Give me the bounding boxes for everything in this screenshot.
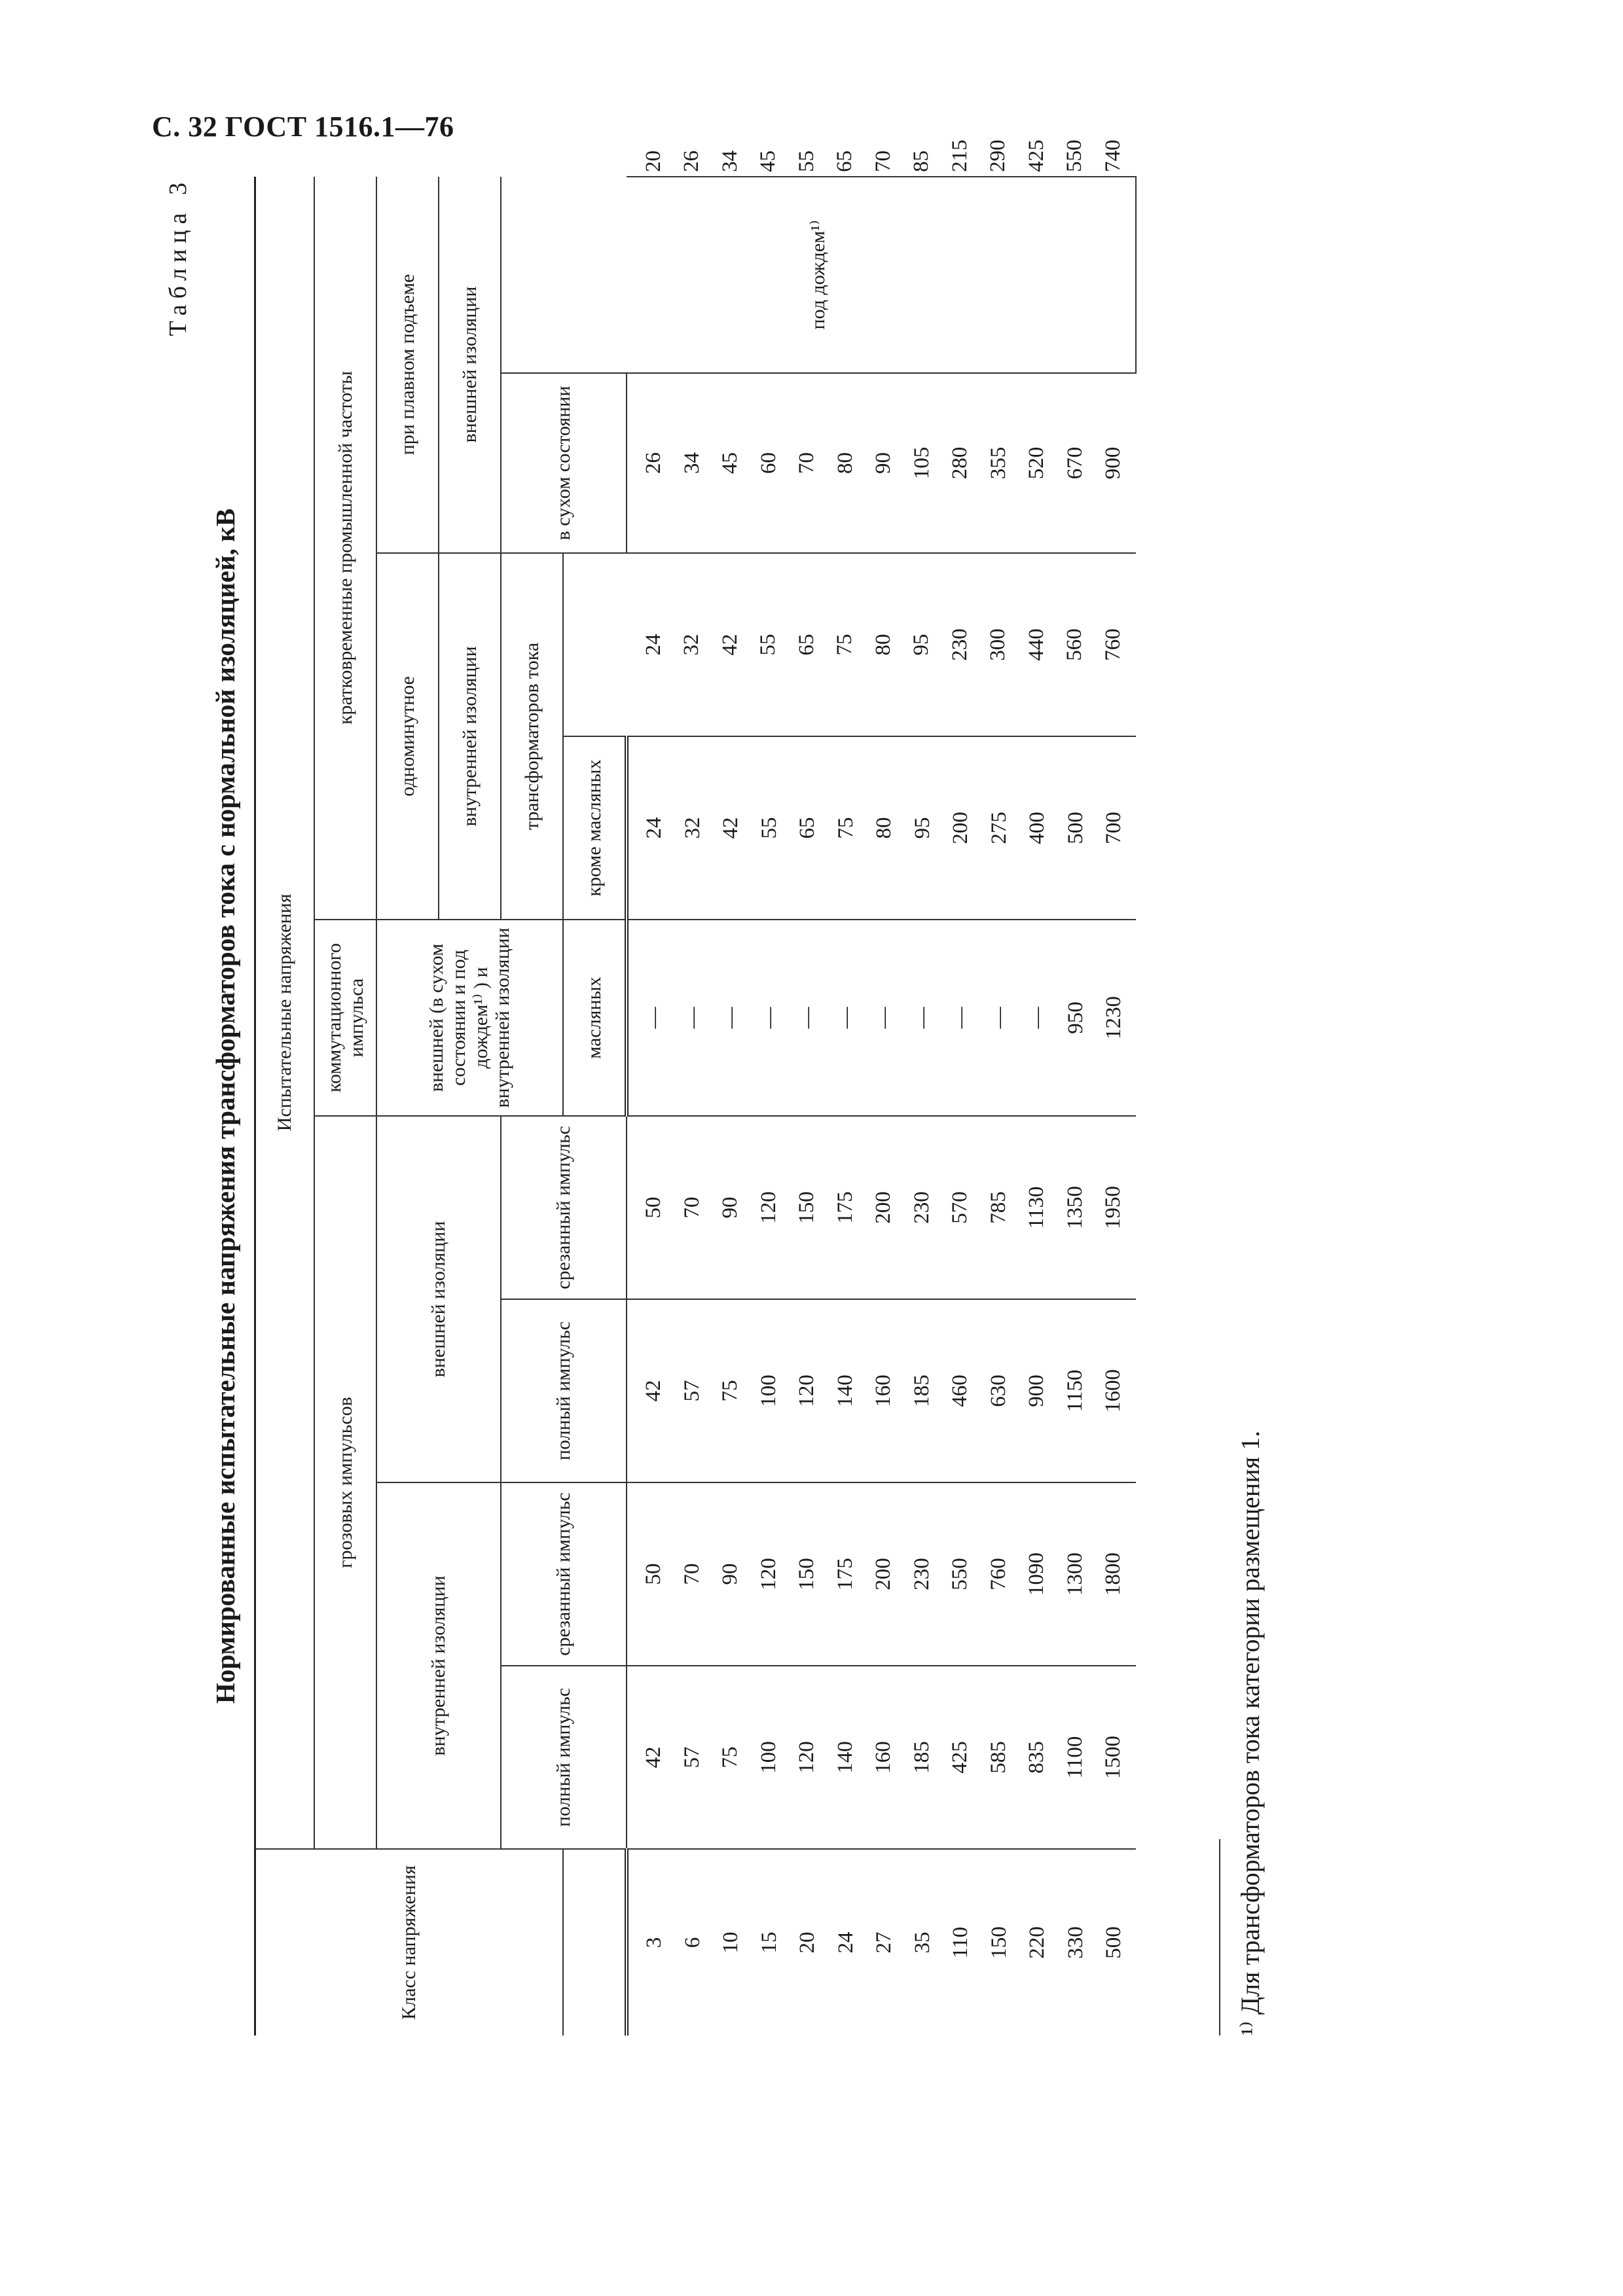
cell-int-chop: 50 (642, 1563, 665, 1585)
cell-nonoil: 95 (909, 634, 933, 656)
cell-ext-full: 140 (833, 1374, 857, 1407)
cell-nonoil: 230 (947, 628, 972, 661)
cell-dry: 280 (948, 446, 972, 480)
cell-int-full: 425 (948, 1741, 972, 1774)
header-except-oil: кроме масляных (563, 736, 627, 920)
cell-ext-full: 1150 (1063, 1369, 1087, 1412)
cell-int-chop: 90 (718, 1563, 742, 1585)
cell-nonoil: 300 (986, 628, 1010, 661)
cell-ext-full: 900 (1025, 1374, 1048, 1407)
header-ext-chopped-impulse: срезанный импульс (501, 1116, 627, 1299)
cell-nonoil: 75 (833, 634, 856, 656)
cell-ext-full: 120 (795, 1374, 818, 1407)
cell-nonoil: 760 (1101, 628, 1125, 661)
cell-ext-full: 185 (909, 1374, 934, 1407)
cell-class: 150 (987, 1926, 1011, 1959)
cell-int-full: 1500 (1101, 1736, 1125, 1779)
cell-oil: 65 (795, 817, 819, 839)
test-voltage-table: Класс напряжения Испытательные напряжения грозовых импульсов коммутационного импульса кратковременные промышленной частоты внутренней изоляции внешней изоляции внешней (в сухом состоянии и под дождем¹⁾ ) и внутренней изоляции одноминутное при плавном подъеме внутренней изоляции внешней изоляции полный импульс срезанный импульс полный импульс срезанный импульс трансформаторов тока в сухом состоянии под дождем¹⁾ масляных кроме масляных 3 6 10 15 20 24 27 35 110 150 220 330 500 42 57 75 100 120 140 160 185 425 585 835 1100 1500 50 70 90 120 150 175 200 230 550 760 1090 1300 1800 42 57 75 100 120 140 160 185 460 630 900 1150 1600 50 70 90 120 150 175 200 230 570 785 1130 1350 1950 — — — — — — — — — — — 950 1230 24 32 42 55 65 75 80 95 200 275 400 500 700 24 32 42 55 65 75 80 95 230 300 440 560 760 26 34 45 60 70 80 90 105 280 355 520 670 900 20 26 34 45 55 65 70 85 215 290 425 550 740 (254, 177, 1137, 2036)
cell-class: 20 (795, 1931, 819, 1954)
cell-ext-chop: 1350 (1063, 1186, 1087, 1229)
footnote-rule (1219, 1839, 1220, 2036)
cell-dry: 520 (1025, 446, 1048, 480)
header-test-voltages: Испытательные напряжения (255, 177, 315, 1849)
cell-switch: — (719, 1007, 742, 1029)
header-smooth-rise: при плавном подъеме (376, 177, 439, 553)
cell-class: 110 (949, 1926, 972, 1959)
cell-switch: — (949, 1007, 972, 1029)
header-voltage-class: Класс напряжения (255, 1849, 564, 2036)
cell-nonoil: 65 (794, 634, 818, 656)
cell-switch: — (910, 1007, 934, 1029)
cell-int-full: 160 (871, 1741, 895, 1774)
cell-ext-full: 1600 (1101, 1369, 1125, 1412)
cell-dry: 900 (1101, 446, 1125, 480)
header-switching: коммутационного импульса (314, 920, 376, 1116)
cell-nonoil: 32 (680, 634, 703, 656)
cell-class: 220 (1025, 1926, 1049, 1959)
cell-int-full: 75 (718, 1746, 742, 1768)
cell-ext-full: 75 (718, 1380, 742, 1402)
cell-dry: 670 (1063, 446, 1087, 480)
cell-oil: 32 (680, 817, 704, 839)
cell-int-chop: 1800 (1101, 1552, 1125, 1596)
cell-ext-full: 630 (986, 1374, 1010, 1407)
cell-class: 10 (719, 1931, 742, 1954)
column-dry (627, 373, 1136, 553)
cell-class: 330 (1063, 1926, 1087, 1959)
column-ext-chop (627, 1116, 1136, 1299)
cell-int-full: 185 (909, 1741, 934, 1774)
cell-dry: 355 (986, 446, 1010, 480)
header-ext-full-impulse: полный импульс (501, 1299, 627, 1482)
cell-switch: — (987, 1007, 1011, 1029)
cell-nonoil: 80 (871, 634, 895, 656)
cell-int-chop: 550 (948, 1558, 972, 1590)
column-int-full (627, 1666, 1136, 1849)
cell-dry: 45 (718, 452, 742, 474)
rotated-table-block (151, 139, 1362, 2036)
cell-nonoil: 560 (1063, 628, 1086, 661)
header-dry-state: в сухом состоянии (501, 373, 627, 553)
cell-dry: 90 (871, 452, 895, 474)
cell-int-full: 100 (756, 1741, 780, 1774)
cell-switch: — (1025, 1007, 1049, 1029)
column-non-oil (627, 553, 1136, 736)
footnote: ¹⁾ Для трансформаторов тока категории размещения 1. (1235, 1430, 1265, 2036)
cell-oil: 75 (833, 817, 858, 839)
cell-class: 24 (833, 1931, 858, 1954)
header-smooth-external: внешней изоляции (439, 177, 501, 553)
header-external-insulation: внешней изоляции (376, 1116, 501, 1482)
cell-oil: 95 (910, 817, 934, 839)
cell-ext-full: 460 (948, 1374, 972, 1407)
header-one-minute-internal: внутренней изоляции (439, 553, 501, 920)
cell-nonoil: 24 (641, 634, 665, 656)
cell-dry: 70 (795, 452, 818, 474)
cell-int-full: 1100 (1063, 1736, 1087, 1779)
cell-int-chop: 200 (871, 1558, 895, 1590)
cell-int-chop: 70 (680, 1563, 704, 1585)
cell-int-chop: 230 (909, 1558, 934, 1590)
header-oil: масляных (563, 920, 627, 1116)
cell-oil: 42 (719, 817, 742, 839)
cell-switch: — (642, 1007, 666, 1029)
header-lightning: грозовых импульсов (314, 1116, 376, 1849)
cell-oil: 700 (1102, 812, 1125, 844)
header-switching-sub: внешней (в сухом состоянии и под дождем¹⁾ ) и внутренней изоляции (376, 920, 563, 1116)
cell-ext-chop: 70 (680, 1196, 704, 1219)
cell-int-chop: 1090 (1025, 1552, 1048, 1596)
cell-class: 15 (757, 1931, 781, 1954)
cell-switch: — (680, 1007, 704, 1029)
page-header: С. 32 ГОСТ 1516.1—76 (152, 111, 454, 143)
cell-switch: 950 (1063, 1001, 1087, 1034)
cell-int-full: 57 (680, 1746, 704, 1768)
table-label: Таблица 3 (164, 177, 192, 336)
cell-nonoil: 440 (1024, 628, 1048, 661)
cell-dry: 26 (642, 452, 665, 474)
cell-int-full: 835 (1025, 1741, 1048, 1774)
cell-switch: — (757, 1007, 781, 1029)
cell-switch: — (833, 1007, 858, 1029)
table-title: Нормированные испытательные напряжения трансформаторов тока с нормальной изоляцией, кВ (210, 508, 240, 1704)
cell-ext-chop: 785 (986, 1191, 1010, 1224)
header-voltage-class-spacer (563, 1849, 627, 2036)
cell-ext-chop: 1130 (1025, 1186, 1048, 1229)
cell-int-chop: 760 (986, 1558, 1010, 1590)
cell-nonoil: 55 (756, 634, 780, 656)
cell-ext-chop: 175 (833, 1191, 857, 1224)
cell-ext-full: 57 (680, 1380, 704, 1402)
cell-class: 27 (872, 1931, 896, 1954)
header-wet: под дождем¹⁾ (501, 177, 1136, 373)
cell-ext-chop: 1950 (1101, 1186, 1125, 1229)
cell-oil: 24 (642, 817, 666, 839)
header-int-chopped-impulse: срезанный импульс (501, 1482, 627, 1666)
header-internal-insulation: внутренней изоляции (376, 1482, 501, 1849)
cell-ext-chop: 90 (718, 1196, 742, 1219)
cell-oil: 275 (987, 812, 1011, 844)
header-current-transformers: трансформаторов тока (501, 553, 563, 920)
cell-int-chop: 1300 (1063, 1552, 1087, 1596)
cell-class: 500 (1102, 1926, 1125, 1959)
header-one-minute: одноминутное (376, 553, 439, 920)
cell-ext-chop: 50 (642, 1196, 665, 1219)
cell-oil: 55 (757, 817, 781, 839)
column-switching (627, 920, 1136, 1116)
cell-ext-full: 160 (871, 1374, 895, 1407)
column-ext-full (627, 1299, 1136, 1482)
cell-ext-chop: 120 (756, 1191, 780, 1224)
cell-ext-chop: 150 (795, 1191, 818, 1224)
cell-int-full: 585 (986, 1741, 1010, 1774)
cell-ext-chop: 570 (948, 1191, 972, 1224)
cell-class: 6 (680, 1937, 704, 1948)
cell-ext-full: 100 (756, 1374, 780, 1407)
cell-int-chop: 175 (833, 1558, 857, 1590)
cell-int-chop: 150 (795, 1558, 818, 1590)
header-short-term: кратковременные промышленной частоты (314, 177, 376, 920)
cell-dry: 80 (833, 452, 857, 474)
cell-int-full: 42 (642, 1746, 665, 1768)
column-voltage-class (627, 1849, 1136, 2036)
cell-ext-chop: 200 (871, 1191, 895, 1224)
cell-int-chop: 120 (756, 1558, 780, 1590)
cell-oil: 400 (1025, 812, 1049, 844)
cell-class: 35 (910, 1931, 934, 1954)
cell-oil: 500 (1063, 812, 1087, 844)
cell-oil: 80 (872, 817, 896, 839)
cell-oil: 200 (949, 812, 972, 844)
cell-dry: 105 (909, 446, 934, 480)
cell-int-full: 120 (795, 1741, 818, 1774)
column-int-chop (627, 1482, 1136, 1666)
cell-nonoil: 42 (718, 634, 742, 656)
cell-int-full: 140 (833, 1741, 857, 1774)
cell-dry: 34 (680, 452, 704, 474)
cell-ext-full: 42 (642, 1380, 665, 1402)
cell-ext-chop: 230 (909, 1191, 934, 1224)
cell-switch: — (872, 1007, 896, 1029)
cell-switch: — (795, 1007, 819, 1029)
column-oil (627, 736, 1136, 920)
cell-class: 3 (642, 1937, 666, 1948)
header-int-full-impulse: полный импульс (501, 1666, 627, 1849)
cell-switch: 1230 (1102, 996, 1125, 1039)
cell-dry: 60 (756, 452, 780, 474)
